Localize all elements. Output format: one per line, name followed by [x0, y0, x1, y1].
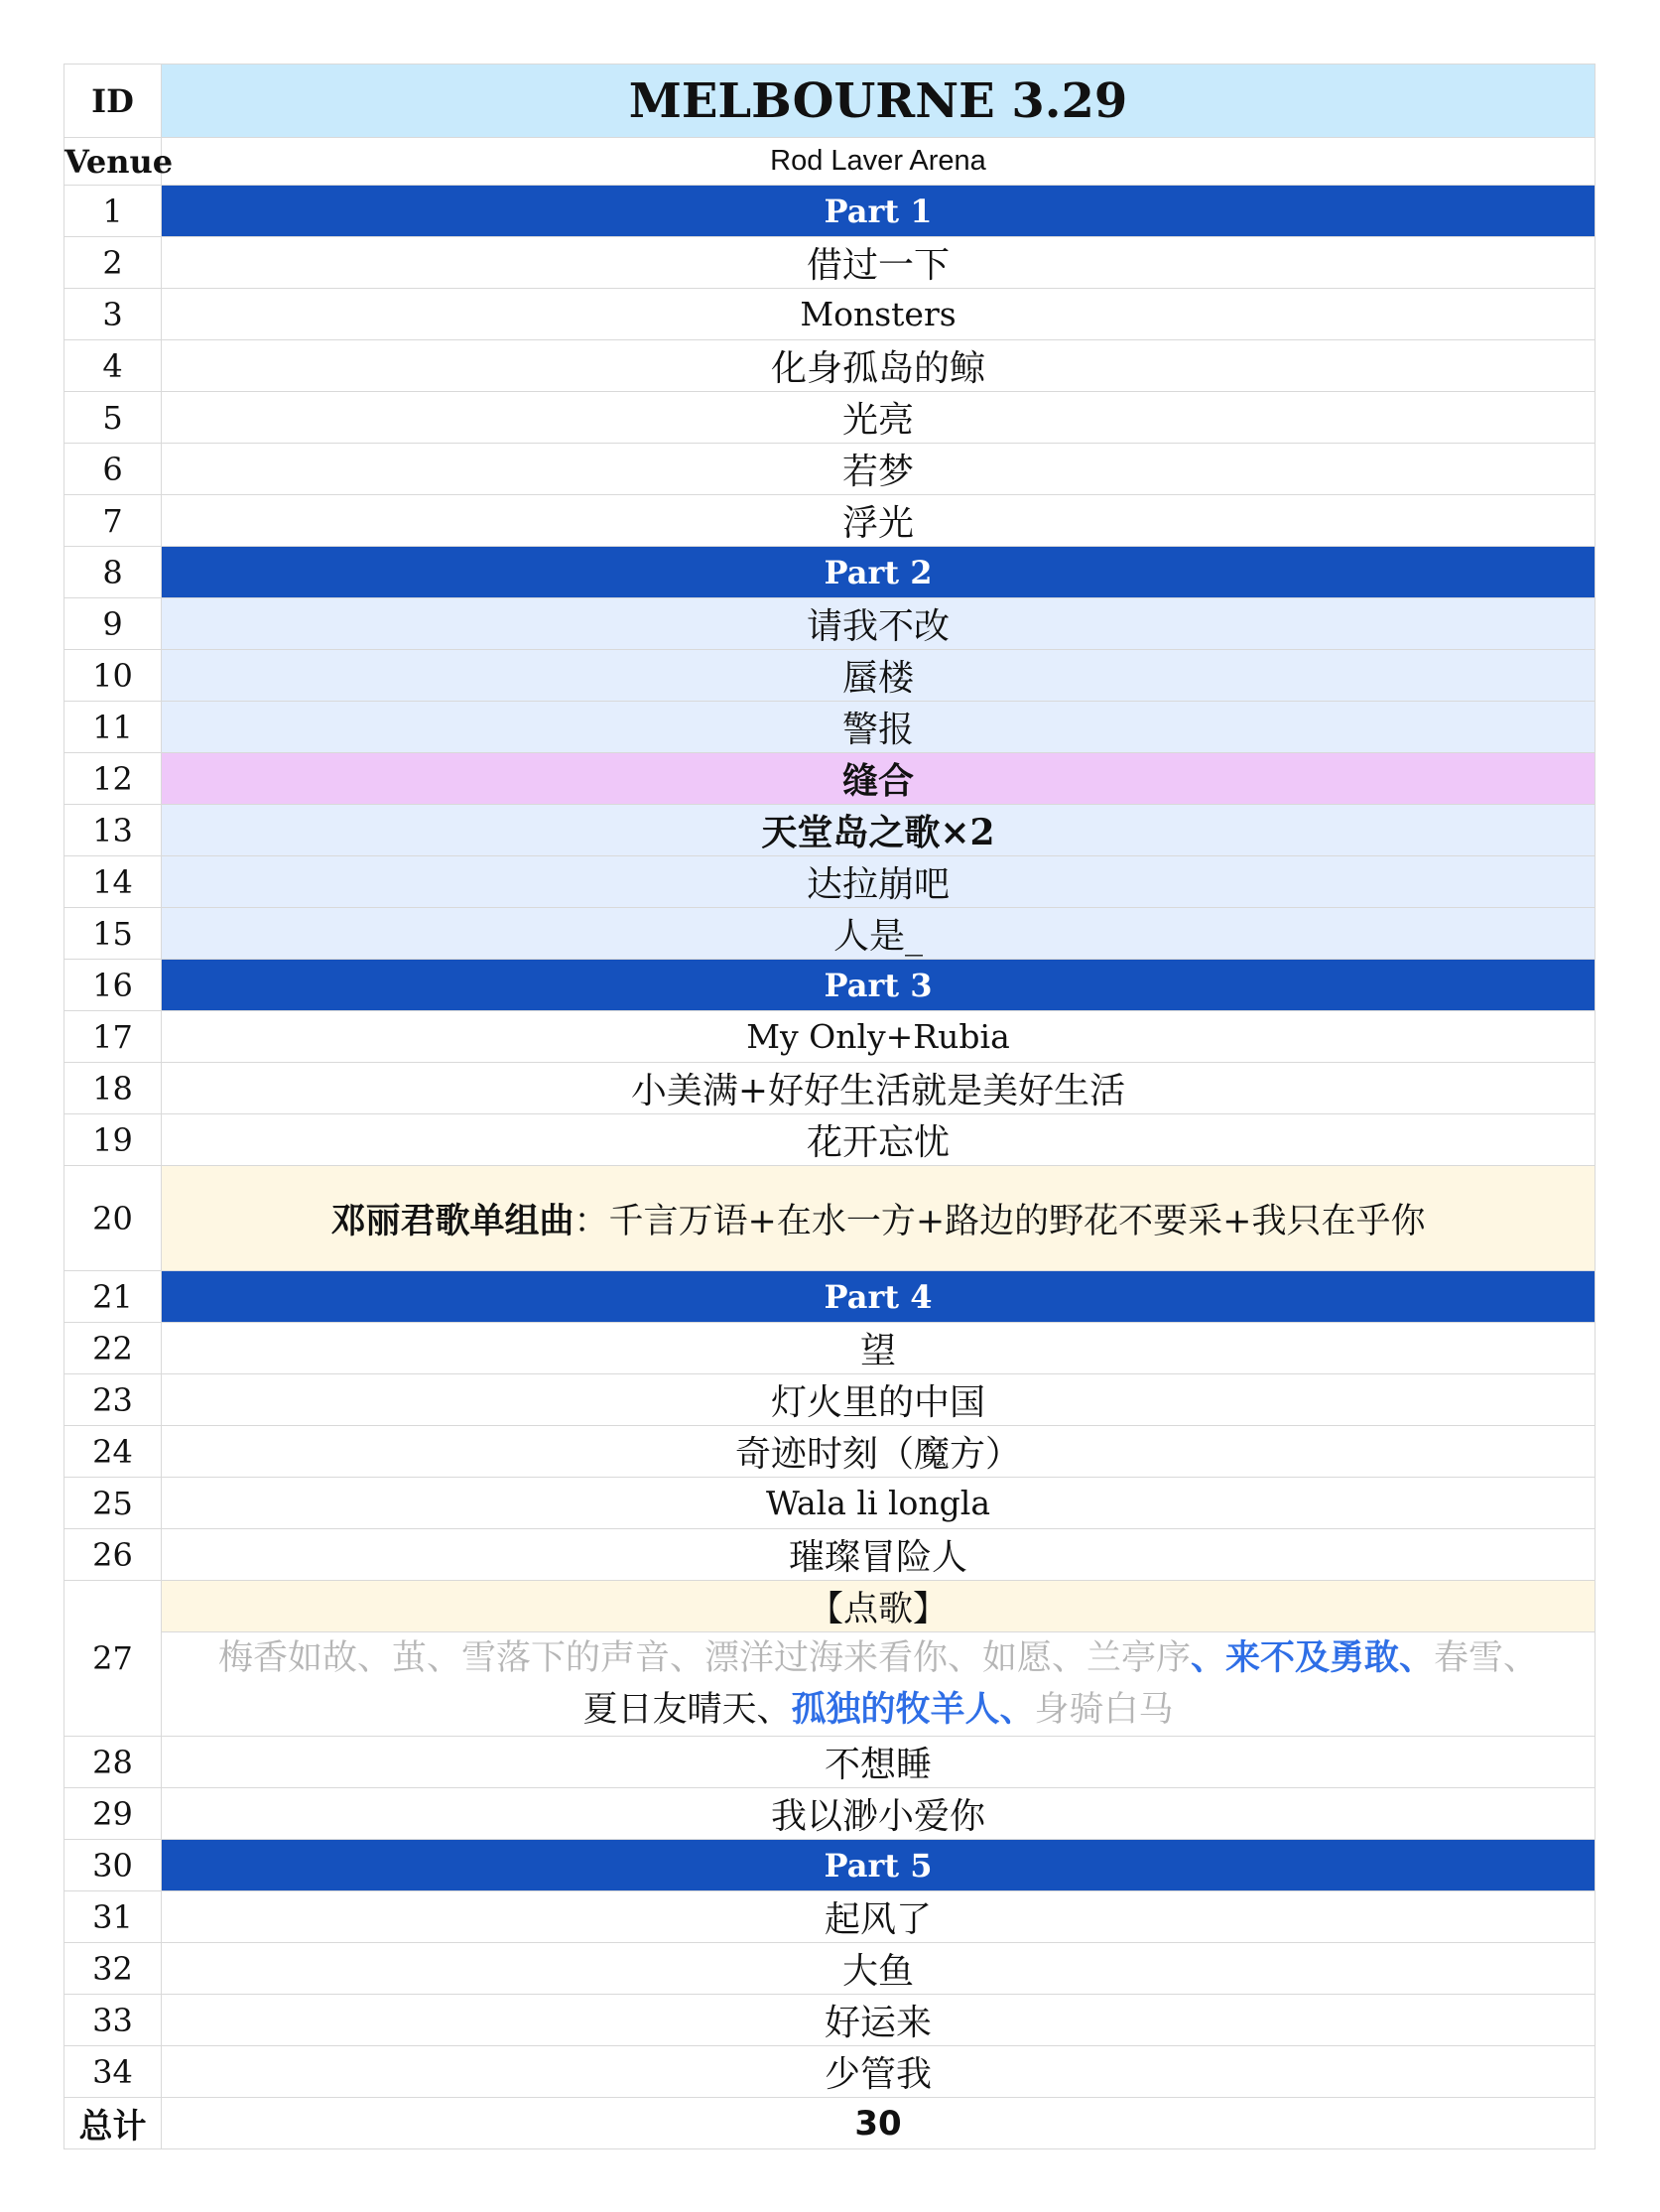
- row-id[interactable]: 30: [64, 1840, 162, 1891]
- table-row: [64, 1632, 1596, 1737]
- song-cell[interactable]: Monsters: [162, 289, 1596, 340]
- row-id[interactable]: 1: [64, 186, 162, 237]
- row-id[interactable]: 34: [64, 2046, 162, 2098]
- row-id[interactable]: 7: [64, 495, 162, 547]
- medley-title: 邓丽君歌单组曲: [330, 1200, 575, 1241]
- part-4-header[interactable]: Part 4: [162, 1271, 1596, 1323]
- request-song-highlight: 孤独的牧羊人、: [791, 1689, 1035, 1730]
- row-id[interactable]: 16: [64, 960, 162, 1011]
- part-3-header[interactable]: Part 3: [162, 960, 1596, 1011]
- row-id[interactable]: 14: [64, 856, 162, 908]
- row-id[interactable]: 18: [64, 1063, 162, 1114]
- part-1-header[interactable]: Part 1: [162, 186, 1596, 237]
- request-songs-dim: 春雪、: [1434, 1638, 1539, 1678]
- row-id[interactable]: 26: [64, 1529, 162, 1581]
- table-row: [64, 805, 1596, 856]
- id-column-header[interactable]: ID: [64, 65, 162, 138]
- table-row: [64, 753, 1596, 805]
- table-row: [64, 856, 1596, 908]
- song-cell[interactable]: 不想睡: [162, 1737, 1596, 1788]
- table-row: [64, 598, 1596, 650]
- song-cell[interactable]: 若梦: [162, 444, 1596, 495]
- table-row: [64, 908, 1596, 960]
- table-row: [64, 1374, 1596, 1426]
- table-row: [64, 547, 1596, 598]
- concert-title[interactable]: MELBOURNE 3.29: [162, 65, 1596, 138]
- medley-songs: ：千言万语+在水一方+路边的野花不要采+我只在乎你: [574, 1201, 1426, 1241]
- row-id[interactable]: 20: [64, 1166, 162, 1271]
- request-songs-dim: 身骑白马: [1034, 1690, 1174, 1730]
- song-cell[interactable]: 大鱼: [162, 1943, 1596, 1995]
- table-row: [64, 702, 1596, 753]
- row-id[interactable]: 17: [64, 1011, 162, 1063]
- table-row: [64, 340, 1596, 392]
- row-id[interactable]: 8: [64, 547, 162, 598]
- venue-value[interactable]: Rod Laver Arena: [162, 138, 1596, 186]
- row-id[interactable]: 28: [64, 1737, 162, 1788]
- row-id[interactable]: 10: [64, 650, 162, 702]
- table-row: [64, 237, 1596, 289]
- song-cell[interactable]: 起风了: [162, 1891, 1596, 1943]
- table-row: [64, 392, 1596, 444]
- song-cell[interactable]: 人是_: [162, 908, 1596, 960]
- row-id[interactable]: 27: [64, 1581, 162, 1737]
- song-cell[interactable]: 天堂岛之歌×2: [162, 805, 1596, 856]
- row-id[interactable]: 12: [64, 753, 162, 805]
- song-cell[interactable]: 光亮: [162, 392, 1596, 444]
- row-id[interactable]: 29: [64, 1788, 162, 1840]
- row-id[interactable]: 2: [64, 237, 162, 289]
- row-id[interactable]: 22: [64, 1323, 162, 1374]
- song-cell[interactable]: 缝合: [162, 753, 1596, 805]
- total-label[interactable]: 总计: [64, 2098, 162, 2149]
- header-row: [64, 65, 1596, 138]
- song-cell[interactable]: 望: [162, 1323, 1596, 1374]
- table-row: [64, 1840, 1596, 1891]
- row-id[interactable]: 19: [64, 1114, 162, 1166]
- song-cell[interactable]: 达拉崩吧: [162, 856, 1596, 908]
- table-row: [64, 1323, 1596, 1374]
- request-song-highlight: 、来不及勇敢、: [1190, 1637, 1434, 1678]
- table-row: [64, 1891, 1596, 1943]
- table-row: [64, 960, 1596, 1011]
- row-id[interactable]: 15: [64, 908, 162, 960]
- song-cell[interactable]: 小美满+好好生活就是美好生活: [162, 1063, 1596, 1114]
- song-cell[interactable]: 我以渺小爱你: [162, 1788, 1596, 1840]
- request-songs-dim: 梅香如故、茧、雪落下的声音、漂洋过海来看你、如愿、兰亭序: [217, 1638, 1191, 1678]
- song-request-header[interactable]: 【点歌】: [162, 1581, 1596, 1632]
- song-cell[interactable]: 请我不改: [162, 598, 1596, 650]
- table-row: [64, 1943, 1596, 1995]
- table-row: [64, 289, 1596, 340]
- table-row: [64, 444, 1596, 495]
- row-id[interactable]: 6: [64, 444, 162, 495]
- table-row: [64, 1114, 1596, 1166]
- row-id[interactable]: 9: [64, 598, 162, 650]
- request-song-normal: 夏日友晴天、: [582, 1690, 792, 1730]
- table-row: [64, 1478, 1596, 1529]
- table-row: [64, 2046, 1596, 2098]
- row-id[interactable]: 5: [64, 392, 162, 444]
- song-cell[interactable]: 浮光: [162, 495, 1596, 547]
- row-id[interactable]: 21: [64, 1271, 162, 1323]
- table-row: [64, 650, 1596, 702]
- song-cell[interactable]: 化身孤岛的鲸: [162, 340, 1596, 392]
- row-id[interactable]: 3: [64, 289, 162, 340]
- table-row: [64, 1271, 1596, 1323]
- row-id[interactable]: 32: [64, 1943, 162, 1995]
- song-request-list[interactable]: [162, 1632, 1596, 1737]
- medley-cell[interactable]: [162, 1166, 1596, 1271]
- song-cell[interactable]: Wala li longla: [162, 1478, 1596, 1529]
- part-5-header[interactable]: Part 5: [162, 1840, 1596, 1891]
- venue-label[interactable]: Venue: [64, 138, 162, 186]
- table-row: [64, 1426, 1596, 1478]
- song-cell[interactable]: 奇迹时刻（魔方）: [162, 1426, 1596, 1478]
- table-row: [64, 1995, 1596, 2046]
- song-cell[interactable]: 灯火里的中国: [162, 1374, 1596, 1426]
- table-row: [64, 1011, 1596, 1063]
- table-row: [64, 186, 1596, 237]
- row-id[interactable]: 23: [64, 1374, 162, 1426]
- table-row: [64, 495, 1596, 547]
- row-id[interactable]: 31: [64, 1891, 162, 1943]
- table-row: [64, 1788, 1596, 1840]
- total-value[interactable]: 30: [162, 2098, 1596, 2149]
- table-row: [64, 1063, 1596, 1114]
- song-cell[interactable]: 借过一下: [162, 237, 1596, 289]
- row-id[interactable]: 25: [64, 1478, 162, 1529]
- song-cell[interactable]: My Only+Rubia: [162, 1011, 1596, 1063]
- song-cell[interactable]: 少管我: [162, 2046, 1596, 2098]
- row-id[interactable]: 11: [64, 702, 162, 753]
- table-row: [64, 1166, 1596, 1271]
- song-cell[interactable]: 花开忘忧: [162, 1114, 1596, 1166]
- setlist-table: [64, 64, 1596, 2149]
- song-cell[interactable]: 蜃楼: [162, 650, 1596, 702]
- row-id[interactable]: 4: [64, 340, 162, 392]
- song-cell[interactable]: 好运来: [162, 1995, 1596, 2046]
- part-2-header[interactable]: Part 2: [162, 547, 1596, 598]
- row-id[interactable]: 33: [64, 1995, 162, 2046]
- song-cell[interactable]: 警报: [162, 702, 1596, 753]
- song-cell[interactable]: 璀璨冒险人: [162, 1529, 1596, 1581]
- table-row: [64, 1581, 1596, 1632]
- table-row: [64, 1529, 1596, 1581]
- table-row: [64, 1737, 1596, 1788]
- row-id[interactable]: 24: [64, 1426, 162, 1478]
- venue-row: [64, 138, 1596, 186]
- row-id[interactable]: 13: [64, 805, 162, 856]
- total-row: [64, 2098, 1596, 2149]
